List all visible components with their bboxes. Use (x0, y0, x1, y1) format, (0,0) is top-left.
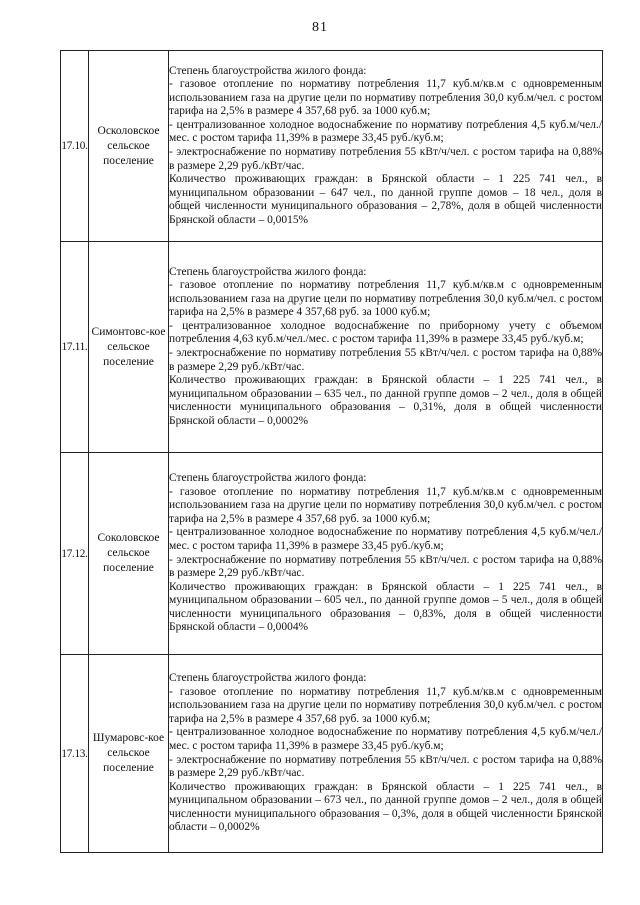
table-row (61, 655, 603, 853)
settlement-name: Симонтовс-кое сельское поселение (89, 242, 169, 453)
population-info: Количество проживающих граждан: в Брянской области – 1 225 741 чел., в муниципальном образовании – 647 чел., по данной группе домов – 18 чел., доля в общей численности муниципального образования – 2,78%, доля в общей численности Брянской области – 0,0015% (169, 173, 602, 226)
row-number: 17.10. (61, 51, 89, 242)
table-row (61, 453, 603, 655)
table-row (61, 242, 603, 453)
row-number: 17.12. (61, 453, 89, 655)
electricity-item: - электроснабжение по нормативу потребления 55 кВт/ч/чел. с ростом тарифа на 0,88% в размере 2,29 руб./кВт/час. (169, 347, 602, 373)
population-info: Количество проживающих граждан: в Брянской области – 1 225 741 чел., в муниципальном образовании – 673 чел., по данной группе домов – 2 чел., доля в общей численности муниципального образования – 0,3%, доля в общей численности Брянской области – 0,0002% (169, 780, 602, 834)
settlement-name: Осколовское сельское поселение (89, 51, 169, 242)
housing-heading: Степень благоустройства жилого фонда: (169, 64, 367, 77)
housing-heading: Степень благоустройства жилого фонда: (169, 672, 367, 685)
electricity-item: - электроснабжение по нормативу потребления 55 кВт/ч/чел. с ростом тарифа на 0,88% в размере 2,29 руб./кВт/час. (169, 146, 602, 172)
page-number: 81 (312, 20, 328, 35)
population-info: Количество проживающих граждан: в Брянской области – 1 225 741 чел., в муниципальном образовании – 605 чел., по данной группе домов – 5 чел., доля в общей численности муниципального образования – 0,83%, доля в общей численности Брянской области – 0,0004% (169, 580, 602, 634)
housing-description (169, 242, 603, 453)
housing-heading: Степень благоустройства жилого фонда: (169, 265, 367, 278)
housing-heading: Степень благоустройства жилого фонда: (169, 472, 367, 485)
settlement-name: Соколовское сельское поселение (89, 453, 169, 655)
gas-heating-item: - газовое отопление по нормативу потребления 11,7 куб.м/кв.м с одновременным использованием газа на другие цели по нормативу потребления 30,0 куб.м/чел. с ростом тарифа на 2,5% в размере 4 357,68 руб. за 1000 куб.м; (169, 279, 602, 319)
electricity-item: - электроснабжение по нормативу потребления 55 кВт/ч/чел. с ростом тарифа на 0,88% в размере 2,29 руб./кВт/час. (169, 553, 602, 580)
electricity-item: - электроснабжение по нормативу потребления 55 кВт/ч/чел. с ростом тарифа на 0,88% в размере 2,29 руб./кВт/час. (169, 753, 602, 780)
gas-heating-item: - газовое отопление по нормативу потребления 11,7 куб.м/кв.м с одновременным использованием газа на другие цели по нормативу потребления 30,0 куб.м/чел. с ростом тарифа на 2,5% в размере 4 357,68 руб. за 1000 куб.м; (169, 485, 602, 525)
cold-water-item: - централизованное холодное водоснабжение по нормативу потребления 4,5 куб.м/чел./мес. с ростом тарифа 11,39% в размере 33,45 руб./куб.м; (169, 726, 602, 752)
tariff-table (60, 50, 603, 853)
housing-description (169, 655, 603, 853)
row-number: 17.13. (61, 655, 89, 853)
cold-water-item: - централизованное холодное водоснабжение по нормативу потребления 4,5 куб.м/чел./мес. с ростом тарифа 11,39% в размере 33,45 руб./куб.м; (169, 526, 602, 552)
housing-description (169, 453, 603, 655)
cold-water-item: - централизованное холодное водоснабжение по приборному учету с объемом потребления 4,63 куб.м/чел./мес. с ростом тарифа 11,39% в размере 33,45 руб./куб.м; (169, 319, 602, 346)
cold-water-item: - централизованное холодное водоснабжение по нормативу потребления 4,5 куб.м/чел./мес. с ростом тарифа 11,39% в размере 33,45 руб./куб.м; (169, 118, 602, 145)
housing-description (169, 51, 603, 242)
row-number: 17.11. (61, 242, 89, 453)
gas-heating-item: - газовое отопление по нормативу потребления 11,7 куб.м/кв.м с одновременным использованием газа на другие цели по нормативу потребления 30,0 куб.м/чел. с ростом тарифа на 2,5% в размере 4 357,68 руб. за 1000 куб.м; (169, 78, 602, 118)
gas-heating-item: - газовое отопление по нормативу потребления 11,7 куб.м/кв.м с одновременным использованием газа на другие цели по нормативу потребления 30,0 куб.м/чел. с ростом тарифа на 2,5% в размере 4 357,68 руб. за 1000 куб.м; (169, 685, 602, 725)
settlement-name: Шумаровс-кое сельское поселение (89, 655, 169, 853)
population-info: Количество проживающих граждан: в Брянской области – 1 225 741 чел., в муниципальном образовании – 635 чел., по данной группе домов – 2 чел., доля в общей численности муниципального образования – 0,31%, доля в общей численности Брянской области – 0,0002% (169, 374, 602, 427)
table-row (61, 51, 603, 242)
